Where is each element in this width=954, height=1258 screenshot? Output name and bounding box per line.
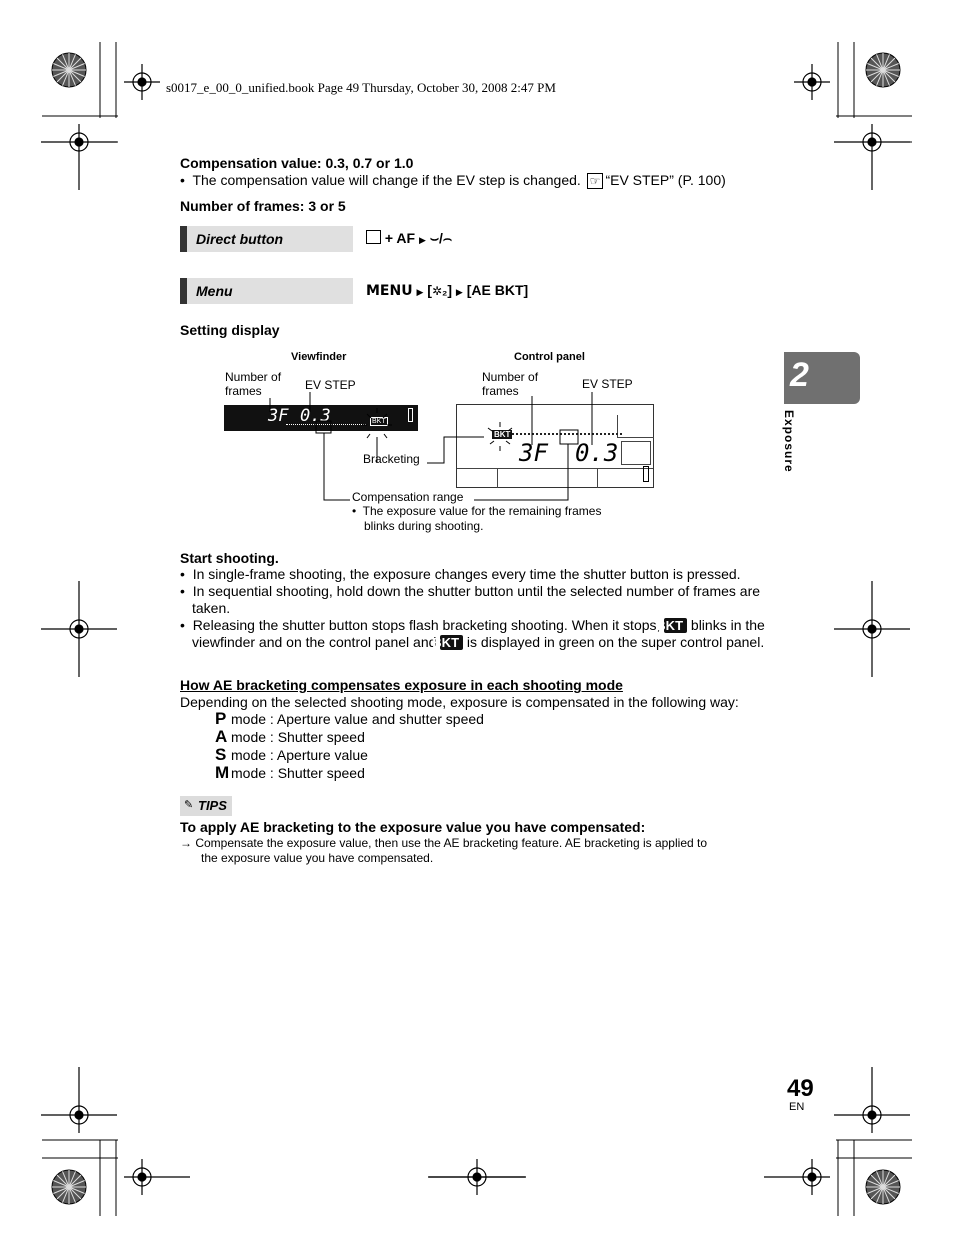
vf-ev-step-label: EV STEP [305,378,356,392]
menu-path: MENU ▶ [✲₂] ▶ [AE BKT] [366,282,529,299]
page-language: EN [789,1101,805,1113]
chapter-tab [784,352,860,404]
start-bullets [180,566,780,651]
start-bullet-3b: blinks in the viewfinder and on the control panel and [192,617,765,650]
af-label: + AF [384,230,416,246]
comp-note-line1: The exposure value for the remaining frames [362,504,602,518]
tips-body [180,836,780,866]
cp-step-value: 0.3 [575,439,619,467]
vf-bkt-indicator: BKT [372,418,386,425]
mode-row [215,746,484,764]
tips-heading: To apply AE bracketing to the exposure value you have compensated: [180,819,646,835]
start-bullet-2: • In sequential shooting, hold down the shutter button until the selected number of frames are taken. [180,583,761,616]
mode-row [215,728,484,746]
tips-box [180,796,232,816]
mode-text: mode : Aperture value and shutter speed [231,711,484,727]
mode-row [215,764,484,782]
bkt-chip: BKT [440,635,463,650]
mode-letter: P [215,709,227,728]
separator: / [439,230,443,246]
arrow-right-icon: ▶ [416,287,424,297]
chapter-label: Exposure [782,410,796,473]
mode-row [215,710,484,728]
cp-bkt-indicator: BKT [494,430,511,439]
menu-label: Menu [196,283,233,299]
arrow-right-icon: ▶ [455,287,463,297]
compensation-bullet: • The compensation value will change if the EV step is changed. ☞ “EV STEP” (P. 100) [180,172,726,188]
bkt-chip: BKT [664,618,687,633]
ae-intro: Depending on the selected shooting mode, exposure is compensated in the following way: [180,694,739,710]
compensation-range-note: • The exposure value for the remaining frames blinks during shooting. [352,504,602,533]
mode-letter: A [215,727,228,746]
cp-ev-step-label: EV STEP [582,377,633,391]
setting-display-heading: Setting display [180,322,280,338]
start-bullet-1-text: In single-frame shooting, the exposure changes every time the shutter button is pressed. [192,566,741,582]
start-bullet-3: • Releasing the shutter button stops flash bracketing shooting. When it stops, BKT blinks in the viewfinder and on the control panel and BKT is displayed in green on the super control panel. [180,617,765,650]
ae-bkt-item: [AE BKT] [466,282,529,298]
camera-menu-2-icon: ✲₂ [431,284,448,298]
compensation-range-label: Compensation range [352,490,464,504]
cp-frames-label-line2: frames [482,384,519,398]
tips-icon: ✎ [184,799,194,811]
book-header: s0017_e_00_0_unified.book Page 49 Thursday, October 30, 2008 2:47 PM [166,80,556,95]
dial-up-icon: ⌢ [442,230,453,246]
arrow-right-icon: ▶ [419,235,426,245]
vf-frames-value: 3F [268,406,289,426]
bracketing-label: Bracketing [363,452,420,466]
compensation-heading: Compensation value: 0.3, 0.7 or 1.0 [180,155,414,171]
start-bullet-3c: is displayed in green on the super control panel. [466,634,765,650]
mode-list [215,710,484,782]
compensation-bullet-text: The compensation value will change if the EV step is changed. [192,172,581,188]
ae-heading: How AE bracketing compensates exposure in each shooting mode [180,677,623,693]
mode-text: mode : Shutter speed [231,729,365,745]
tips-body-line2: the exposure value you have compensated. [201,851,434,865]
chapter-number: 2 [790,356,809,394]
start-heading: Start shooting. [180,550,279,566]
ev-step-reference: “EV STEP” (P. 100) [605,172,726,188]
comp-note-line2: blinks during shooting. [364,519,484,533]
start-bullet-2-text: In sequential shooting, hold down the shutter button until the selected number of frames are taken. [192,583,761,616]
tips-label: TIPS [198,798,227,813]
vf-frames-label-line2: frames [225,384,262,398]
cp-frames-value: 3F [519,439,548,467]
direct-button-label: Direct button [196,231,284,247]
viewfinder-title: Viewfinder [291,351,347,363]
tips-body-line1: Compensate the exposure value, then use the AE bracketing feature. AE bracketing is applied to [195,836,708,850]
mode-letter: M [215,763,230,782]
mode-text: mode : Shutter speed [231,765,365,781]
frames-heading: Number of frames: 3 or 5 [180,198,346,214]
vf-frames-label-line1: Number of [225,370,282,384]
mode-letter: S [215,745,227,764]
reference-icon: ☞ [587,173,604,189]
page-number: 49 [787,1075,814,1102]
start-bullet-1: • In single-frame shooting, the exposure changes every time the shutter button is pressed. [180,566,741,582]
cp-frames-label-line1: Number of [482,370,539,384]
start-bullet-3a: Releasing the shutter button stops flash bracketing shooting. When it stops, [192,617,661,633]
mode-text: mode : Aperture value [231,747,368,763]
vf-step-value: 0.3 [300,406,331,426]
dial-down-icon: ⌣ [429,230,440,246]
arrow-icon: → [180,836,192,850]
menu-word: MENU [366,283,413,299]
control-panel-title: Control panel [514,351,585,363]
